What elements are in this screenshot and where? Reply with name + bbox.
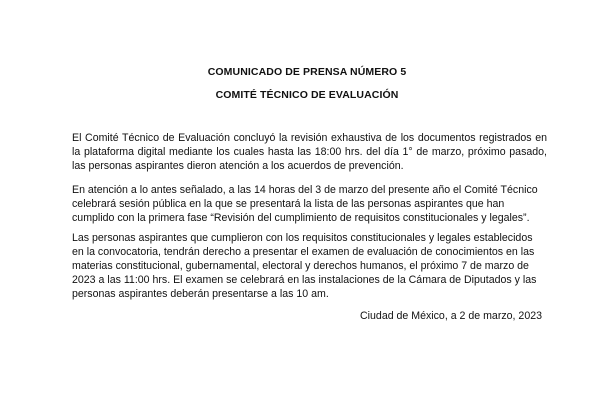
press-release-title: COMUNICADO DE PRENSA NÚMERO 5 [207,66,407,78]
place-and-date: Ciudad de México, a 2 de marzo, 2023 [360,310,542,322]
paragraph-public-session: En atención a lo antes señalado, a las 14 horas del 3 de marzo del presente año el Comité Técnico celebrará sesión pública en la que se presentará la lista de las personas aspirantes que han cumplido con la primera fase “Revisión del cumplimiento de requisitos constitucionales y legales”. [72,184,538,224]
paragraph-exam-details: Las personas aspirantes que cumplieron con los requisitos constitucionales y legales establecidos en la convocatoria, tendrán derecho a presentar el examen de evaluación de conocimientos en las materias constitucional, gubernamental, electoral y derechos humanos, el próximo 7 de marzo de 2023 a las 11:00 hrs. El examen se celebrará en las instalaciones de la Cámara de Diputados y las personas aspirantes deberán presentarse a las 10 am. [72,232,537,300]
paragraph-review-conclusion: El Comité Técnico de Evaluación concluyó la revisión exhaustiva de los documentos registrados en la plataforma digital mediante los cuales hasta las 18:00 hrs. del día 1° de marzo, próximo pasado, las personas aspirantes dieron atención a los acuerdos de prevención. [72,132,547,172]
committee-title: COMITÉ TÉCNICO DE EVALUACIÓN [215,89,399,101]
